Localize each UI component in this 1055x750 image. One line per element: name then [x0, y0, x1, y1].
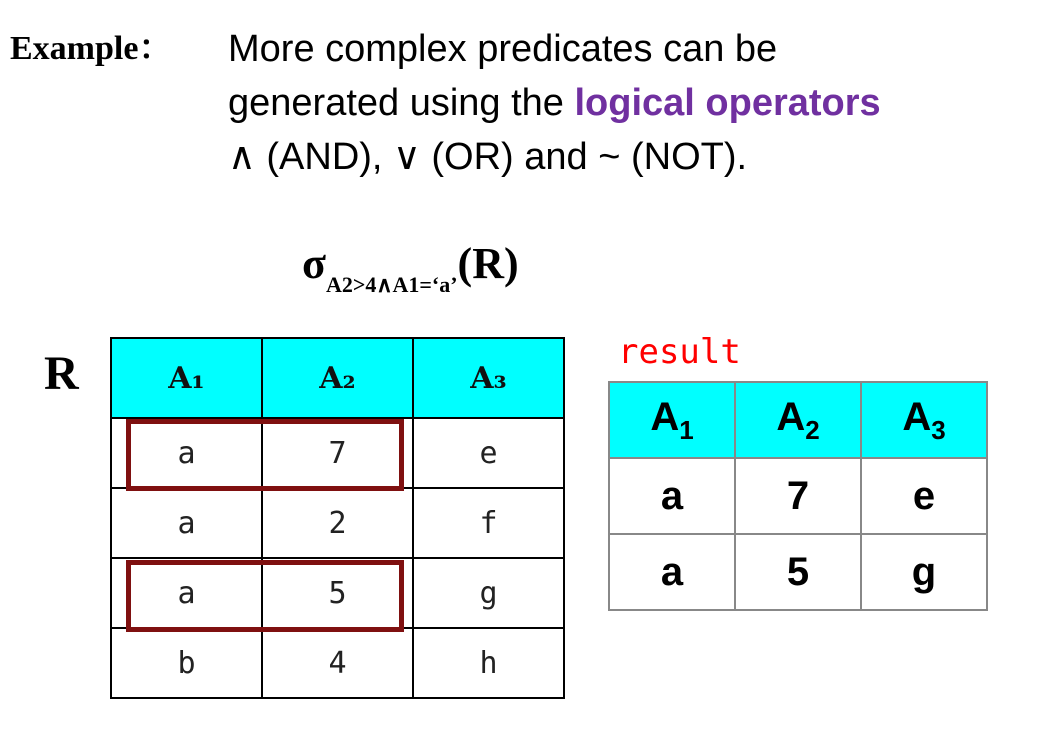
- table-row: [111, 488, 564, 558]
- table-cell: a: [111, 558, 262, 628]
- example-description: [228, 22, 1048, 184]
- example-label: Example：: [10, 30, 173, 67]
- table-cell: e: [413, 418, 564, 488]
- selected-row-highlight: [126, 560, 404, 632]
- table-cell: g: [413, 558, 564, 628]
- table-cell: g: [861, 534, 987, 610]
- header-cell: A₃: [413, 338, 564, 418]
- table-cell: a: [111, 488, 262, 558]
- selection-predicate: A2>4∧A1=‘a’: [325, 272, 458, 297]
- table-cell: e: [861, 458, 987, 534]
- table-row: [609, 458, 987, 534]
- desc-line-2: [228, 76, 1048, 130]
- logical-operators-highlight: logical operators: [574, 82, 881, 124]
- desc-line-2-prefix: generated using the: [228, 82, 575, 124]
- desc-line-3: ∧ (AND), ∨ (OR) and ~ (NOT).: [228, 136, 748, 178]
- relation-name: R: [44, 347, 79, 400]
- table-header-row: [609, 382, 987, 458]
- header-cell: $A_2$: [735, 382, 861, 458]
- table-cell: f: [413, 488, 564, 558]
- header-cell: $A_3$: [861, 382, 987, 458]
- header-cell: A₁: [111, 338, 262, 418]
- table-cell: h: [413, 628, 564, 698]
- table-cell: 5: [735, 534, 861, 610]
- table-cell: a: [609, 534, 735, 610]
- selected-row-highlight: [126, 419, 404, 491]
- table-row: [609, 534, 987, 610]
- desc-line-1: More complex predicates can be: [228, 28, 778, 70]
- table-cell: a: [609, 458, 735, 534]
- result-table: [608, 381, 988, 611]
- header-cell: $A_1$: [609, 382, 735, 458]
- relation-r-table: [110, 337, 565, 699]
- table-cell: 7: [735, 458, 861, 534]
- table-cell: 2: [262, 488, 413, 558]
- table-cell: 7: [262, 418, 413, 488]
- formula-argument: (R): [457, 239, 519, 288]
- table-header-row: [111, 338, 564, 418]
- selection-formula: [302, 238, 519, 297]
- table-cell: b: [111, 628, 262, 698]
- table-cell: a: [111, 418, 262, 488]
- header-cell: A₂: [262, 338, 413, 418]
- table-cell: 5: [262, 558, 413, 628]
- sigma-symbol: σ: [302, 239, 326, 288]
- table-cell: 4: [262, 628, 413, 698]
- result-label: result: [618, 332, 741, 372]
- table-row: [111, 628, 564, 698]
